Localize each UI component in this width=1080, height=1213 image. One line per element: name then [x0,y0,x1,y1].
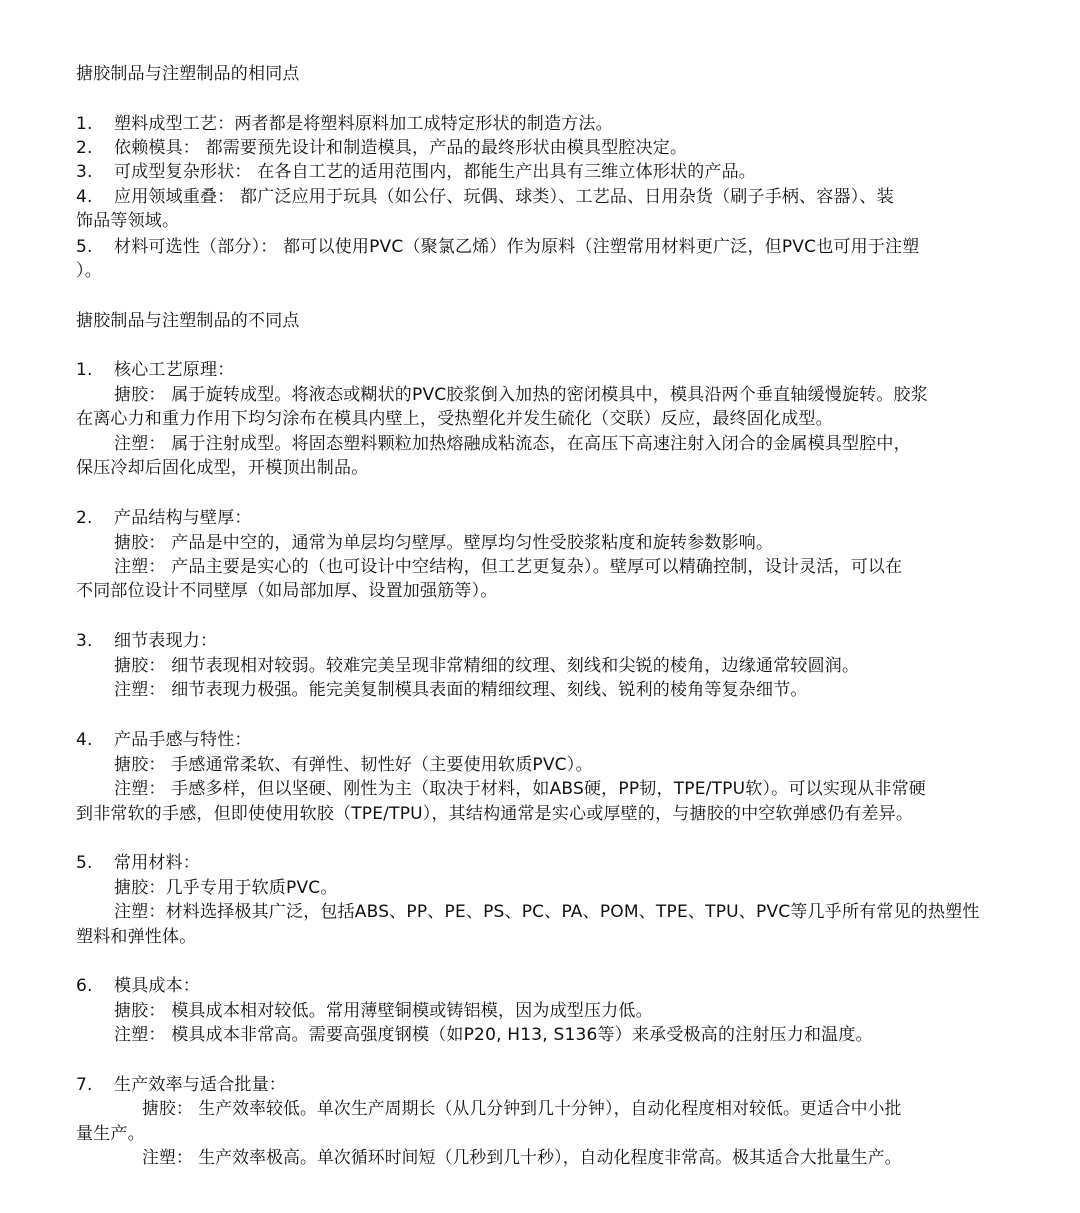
injection-line-continuation: 保压冷却后固化成型，开模顶出制品。 [76,458,369,478]
difference-title [76,974,1016,999]
item-number: 2. [76,138,93,158]
injection-line: 注塑： 手感多样，但以坚硬、刚性为主（取决于材料，如ABS硬，PP韧，TPE/TPU软）。可以实现从非常硬 [114,779,926,799]
section-title: 细节表现力： [114,631,218,651]
rotocast-line: 搪胶： 生产效率较低。单次生产周期长（从几分钟到几十分钟），自动化程度相对较低。更适合中小批 [142,1099,902,1119]
injection-line: 注塑： 产品主要是实心的（也可设计中空结构，但工艺更复杂）。壁厚可以精确控制，设计灵活，可以在 [114,557,903,577]
rotocast-line: 搪胶： 属于旋转成型。将液态或糊状的PVC胶浆倒入加热的密闭模具中，模具沿两个垂直轴缓慢旋转。胶浆 [114,385,928,405]
section-number: 2. [76,508,93,528]
item-number: 3. [76,162,93,182]
rotocast-line: 搪胶： 细节表现相对较弱。较难完美呈现非常精细的纹理、刻线和尖锐的棱角，边缘通常较圆润。 [114,656,860,676]
rotocast-line: 搪胶： 模具成本相对较低。常用薄壁铜模或铸铝模，因为成型压力低。 [114,1001,653,1021]
section-title: 产品结构与壁厚： [114,508,252,528]
injection-line: 注塑： 生产效率极高。单次循环时间短（几秒到几十秒），自动化程度非常高。极其适合大批量生产。 [142,1148,902,1168]
rotocast-line: 搪胶： 产品是中空的，通常为单层均匀壁厚。壁厚均匀性受胶浆粘度和旋转参数影响。 [114,533,774,553]
injection-line: 注塑：材料选择极其广泛，包括ABS、PP、PE、PS、PC、PA、POM、TPE、TPU、PVC等几乎所有常见的热塑性 [114,902,980,922]
difference-title [76,728,1016,753]
item-text: 依赖模具： 都需要预先设计和制造模具，产品的最终形状由模具型腔决定。 [114,138,688,158]
difference-title [76,358,1016,383]
item-number: 5. [76,237,93,257]
differences-heading: 搪胶制品与注塑制品的不同点 [76,311,300,331]
rotocast-line-continuation: 量生产。 [76,1124,145,1144]
injection-line: 注塑： 模具成本非常高。需要高强度钢模（如P20, H13, S136等）来承受极高的注射压力和温度。 [114,1025,873,1045]
section-number: 4. [76,730,93,750]
rotocast-line: 搪胶：几乎专用于软质PVC。 [114,878,338,898]
similarity-item [76,136,1016,161]
injection-line: 注塑： 细节表现力极强。能完美复制模具表面的精细纹理、刻线、锐利的棱角等复杂细节。 [114,680,808,700]
similarities-heading: 搪胶制品与注塑制品的相同点 [76,64,300,84]
similarity-item-continuation: ）。 [76,261,102,281]
similarity-item-continuation: 饰品等领域。 [76,211,180,231]
injection-line-continuation: 塑料和弹性体。 [76,927,197,947]
section-number: 5. [76,853,93,873]
similarity-item [76,160,1016,185]
rotocast-line: 搪胶： 手感通常柔软、有弹性、韧性好（主要使用软质PVC）。 [114,755,593,775]
difference-title [76,1073,1016,1098]
item-number: 1. [76,114,93,134]
similarity-item [76,112,1016,137]
similarity-item [76,235,1016,260]
section-title: 模具成本： [114,976,200,996]
injection-line: 注塑： 属于注射成型。将固态塑料颗粒加热熔融成粘流态，在高压下高速注射入闭合的金属模具型腔中， [114,434,911,454]
item-text: 可成型复杂形状： 在各自工艺的适用范围内，都能生产出具有三维立体形状的产品。 [114,162,757,182]
item-number: 4. [76,187,93,207]
section-number: 7. [76,1075,93,1095]
difference-title [76,506,1016,531]
similarity-item [76,185,1016,210]
rotocast-line-continuation: 在离心力和重力作用下均匀涂布在模具内壁上，受热塑化并发生硫化（交联）反应，最终固化成型。 [76,409,833,429]
section-title: 常用材料： [114,853,200,873]
section-number: 6. [76,976,93,996]
item-text: 材料可选性（部分）： 都可以使用PVC（聚氯乙烯）作为原料（注塑常用材料更广泛，但PVC也可用于注塑 [114,237,920,257]
section-title: 核心工艺原理： [114,360,235,380]
section-number: 3. [76,631,93,651]
injection-line-continuation: 到非常软的手感，但即使使用软胶（TPE/TPU），其结构通常是实心或厚壁的，与搪胶的中空软弹感仍有差异。 [76,804,914,824]
injection-line-continuation: 不同部位设计不同壁厚（如局部加厚、设置加强筋等）。 [76,581,498,601]
item-text: 塑料成型工艺：两者都是将塑料原料加工成特定形状的制造方法。 [114,114,613,134]
difference-title [76,851,1016,876]
section-title: 生产效率与适合批量： [114,1075,286,1095]
item-text: 应用领域重叠： 都广泛应用于玩具（如公仔、玩偶、球类）、工艺品、日用杂货（刷子手柄、容器）、装 [114,187,894,207]
difference-title [76,629,1016,654]
section-number: 1. [76,360,93,380]
section-title: 产品手感与特性： [114,730,252,750]
